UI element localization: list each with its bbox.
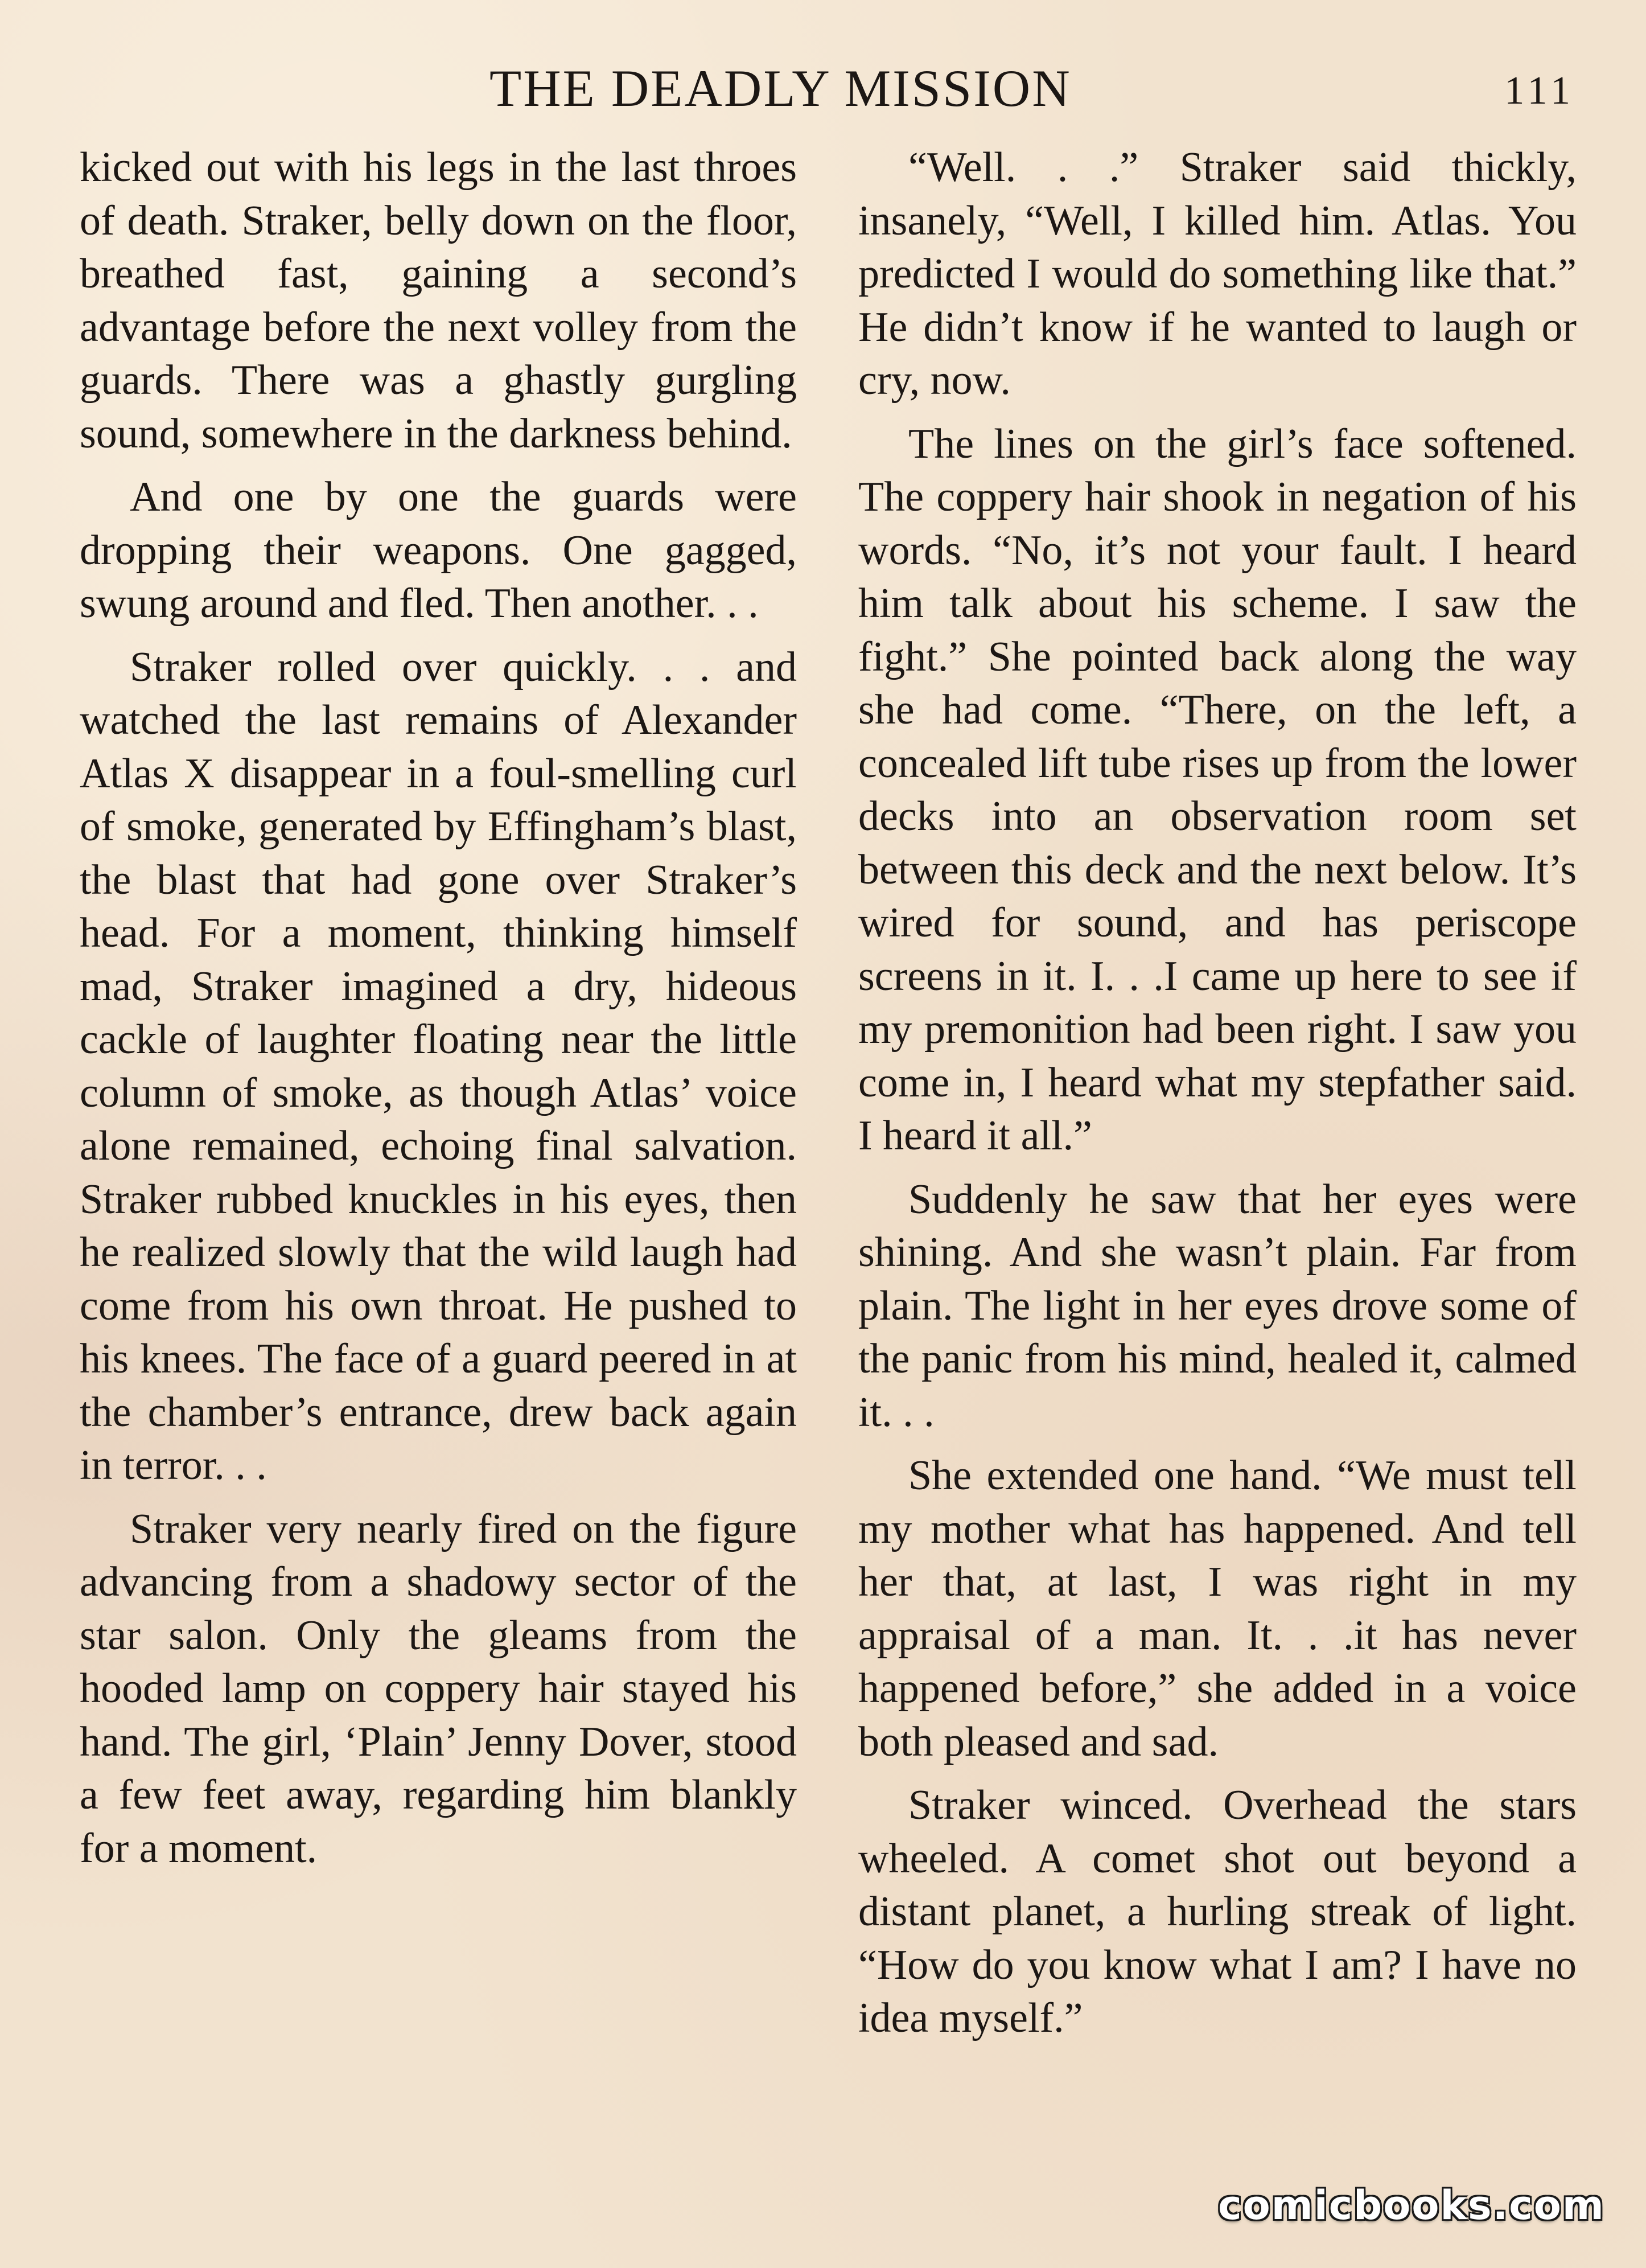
paragraph: kicked out with his legs in the last throes of death. Straker, belly down on the floor, breathed fast, gaining a second’s advantage before the next volley from the guards. There was a ghastly gurgling sound, somewhere in the darkness behind. [80,144,797,457]
paragraph: Straker very nearly fired on the figure advancing from a shadowy sector of the star salon. Only the gleams from the hooded lamp on coppery hair stayed his hand. The girl, ‘Plain’ Jenny Dover, stood a few feet away, regarding him blankly for a moment. [80,1505,797,1872]
page-number: 111 [1504,69,1575,113]
paragraph: “Well. . .” Straker said thickly, insanely, “Well, I killed him. Atlas. You predicted I would do something like that.” He didn’t know if he wanted to laugh or cry, now. [858,144,1577,404]
paragraph: Straker winced. Overhead the stars wheeled. A comet shot out beyond a distant planet, a hurling streak of light. “How do you know what I am? I have no idea myself.” [858,1782,1577,2041]
running-header [0,54,1646,122]
chapter-title: THE DEADLY MISSION [489,59,1072,117]
site-watermark: comicbooks.com [1218,2182,1605,2229]
paragraph: And one by one the guards were dropping their weapons. One gagged, swung around and fled. Then another. . . [80,474,797,627]
right-column [858,141,1577,2056]
paragraph: Suddenly he saw that her eyes were shining. And she wasn’t plain. Far from plain. The light in her eyes drove some of the panic from his mind, healed it, calmed it. . . [858,1176,1577,1436]
paragraph: The lines on the girl’s face softened. The coppery hair shook in negation of his words. “No, it’s not your fault. I heard him talk about his scheme. I saw the fight.” She pointed back along the way she had come. “There, on the left, a concealed lift tube rises up from the lower decks into an observation room set between this deck and the next below. It’s wired for sound, and has periscope screens in it. I. . .I came up here to see if my premonition had been right. I saw you come in, I heard what my stepfather said. I heard it all.” [858,420,1577,1159]
paragraph: Straker rolled over quickly. . . and watched the last remains of Alexander Atlas X disappear in a foul-smelling curl of smoke, generated by Effingham’s blast, the blast that had gone over Straker’s head. For a moment, thinking himself mad, Straker imagined a dry, hideous cackle of laughter floating near the little column of smoke, as though Atlas’ voice alone remained, echoing final salvation. Straker rubbed knuckles in his eyes, then he realized slowly that the wild laugh had come from his own throat. He pushed to his knees. The face of a guard peered in at the chamber’s entrance, drew back again in terror. . . [80,643,797,1489]
left-column [80,141,797,1885]
paragraph: She extended one hand. “We must tell my mother what has happened. And tell her that, at last, I was right in my appraisal of a man. It. . .it has never happened before,” she added in a voice both pleased and sad. [858,1452,1577,1765]
